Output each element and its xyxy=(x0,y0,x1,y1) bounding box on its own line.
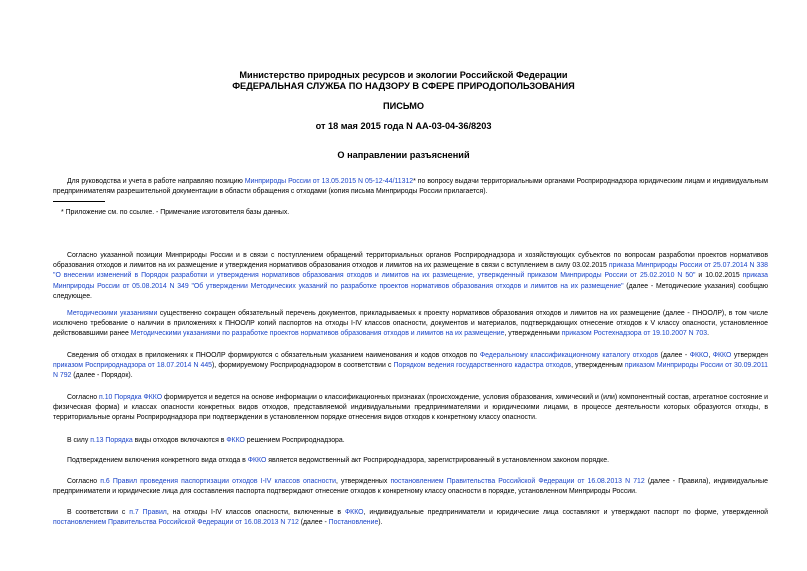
link-order-349[interactable]: приказа Минприроды России от 05.08.2014 N 349 "Об утверждении Методических указаний по разработке проектов нормативов образования отходов и лимитов на их размещение" xyxy=(53,272,768,290)
paragraph-6: В силу п.13 Порядка виды отходов включаются в ФККО решением Росприроднадзора. xyxy=(67,437,345,444)
link-rules-p7[interactable]: п.7 Правил xyxy=(129,509,167,516)
footnote: * Приложение см. по ссылке. - Примечание изготовителя базы данных. xyxy=(61,209,290,216)
link-procedure-p10[interactable]: п.10 Порядка xyxy=(99,394,142,401)
link-methodical-guidelines[interactable]: Методическими указаниями xyxy=(67,310,158,317)
link-order-792[interactable]: приказом Минприроды России от 30.09.2011 N 792 xyxy=(53,362,768,380)
link-procedure-p13[interactable]: п.13 Порядка xyxy=(90,437,133,444)
link-order-rostekhnadzor-703[interactable]: приказом Ростехнадзора от 19.10.2007 N 703 xyxy=(561,330,708,338)
paragraph-3: Методическими указаниями существенно сокращен обязательный перечень документов, прикладываемых к проекту нормативов образования отходов и лимитов на их размещение (далее - ПНООЛР), в том числе исключено требование о наличии в приложениях к ПНООЛР копий паспортов на отходы I-IV классов опасности, документов и материалов, подтверждающих отнесение отходов к V классу опасности, установленное действовавшими ранее Методическими указаниями по разработке проектов нормативов образования отходов и лимитов на их размещение, утвержденными приказом Ростехнадзора от 19.10.2007 N 703. xyxy=(53,310,768,338)
link-resolution-712[interactable]: постановлением Правительства Российской Федерации от 16.08.2013 N 712 xyxy=(53,519,299,527)
paragraph-7: Подтверждением включения конкретного вида отхода в ФККО является ведомственный акт Росприроднадзора, зарегистрированный в установленном законом порядке. xyxy=(67,457,609,464)
service-title: ФЕДЕРАЛЬНАЯ СЛУЖБА ПО НАДЗОРУ В СФЕРЕ ПРИРОДОПОЛЬЗОВАНИЯ xyxy=(232,81,575,91)
link-order-445[interactable]: приказом Росприроднадзора от 18.07.2014 N 445 xyxy=(53,362,213,370)
link-fkko[interactable]: ФККО xyxy=(344,509,364,516)
doc-date-number: от 18 мая 2015 года N АА-03-04-36/8203 xyxy=(315,121,492,131)
link-order-338[interactable]: приказа Минприроды России от 25.07.2014 N 338 "О внесении изменений в Порядок разработки и утверждения нормативов образования отходов и лимитов на их размещение, утвержденный приказом Минприроды России от 25.02.2010 N 50" xyxy=(53,262,768,280)
link-fkko-catalog[interactable]: Федеральному классификационному каталогу отходов xyxy=(479,352,659,359)
paragraph-8: Согласно п.6 Правил проведения паспортизации отходов I-IV классов опасности, утвержденных постановлением Правительства Российской Федерации от 16.08.2013 N 712 (далее - Правила), индивидуальные предприниматели и юридические лица для составления паспорта подтверждают отнесение отходов к конкретному классу опасности в порядке, установленном Минприроды России. xyxy=(53,478,768,496)
link-fkko[interactable]: ФККО xyxy=(689,352,709,359)
paragraph-5: Согласно п.10 Порядка ФККО формируется и ведется на основе информации о классификационных признаках (происхождение, условия образования, химический и (или) компонентный состав, агрегатное состояние и физическая форма) и классах опасности конкретных видов отходов, представляемой индивидуальными предпринимателями и юридическими лицами, в процессе деятельности которых образуются отходы, в территориальные органы Росприроднадзора при подтверждении в установленном порядке отнесения видов отходов к конкретному классу опасности. xyxy=(53,394,769,422)
link-rules-p6[interactable]: п.6 Правил проведения паспортизации отходов I-IV классов опасности xyxy=(100,478,336,485)
link-resolution[interactable]: Постановление xyxy=(328,519,379,527)
footnote-divider xyxy=(53,201,105,202)
doc-subject: О направлении разъяснений xyxy=(337,150,470,160)
link-old-methodical-guidelines[interactable]: Методическими указаниями по разработке проектов нормативов образования отходов и лимитов на их размещение xyxy=(130,330,505,338)
link-fkko[interactable]: ФККО xyxy=(143,394,163,401)
link-minprirody-position[interactable]: Минприроды России от 13.05.2015 N 05-12-44/11312 xyxy=(244,178,414,185)
link-fkko[interactable]: ФККО xyxy=(226,437,245,444)
paragraph-4: Сведения об отходах в приложениях к ПНООЛР формируются с обязательным указанием наименования и кодов отходов по Федеральному классификационному каталогу отходов (далее - ФККО, ФККО утвержден приказом Росприроднадзора от 18.07.2014 N 445), формируемому Росприроднадзором в соответствии с Порядком ведения государственного кадастра отходов, утвержденным приказом Минприроды России от 30.09.2011 N 792 (далее - Порядок). xyxy=(53,352,768,380)
link-fkko[interactable]: ФККО xyxy=(712,352,732,359)
link-fkko[interactable]: ФККО xyxy=(247,457,267,464)
ministry-title: Министерство природных ресурсов и экологии Российской Федерации xyxy=(239,70,568,80)
link-resolution-712[interactable]: постановлением Правительства Российской Федерации от 16.08.2013 N 712 xyxy=(390,478,645,485)
paragraph-2: Согласно указанной позиции Минприроды России и в связи с поступлением обращений территориальных органов Росприроднадзора и хозяйствующих субъектов по вопросам разработки проектов нормативов образования отходов и лимитов на их размещение и утверждения нормативов образования отходов и лимитов на их размещение в связи с вступлением в силу 03.02.2015 приказа Минприроды России от 25.07.2014 N 338 "О внесении изменений в Порядок разработки и утверждения нормативов образования отходов и лимитов на их размещение, утвержденный приказом Минприроды России от 25.02.2010 N 50" и 10.02.2015 приказа Минприроды России от 05.08.2014 N 349 "Об утверждении Методических указаний по разработке проектов нормативов образования отходов и лимитов на их размещение" (далее - Методические указания) сообщаю следующее. xyxy=(53,252,769,300)
paragraph-9: В соответствии с п.7 Правил, на отходы I-IV классов опасности, включенные в ФККО, индивидуальные предприниматели и юридические лица составляют и утверждают паспорт по форме, утвержденной постановлением Правительства Российской Федерации от 16.08.2013 N 712 (далее - Постановление). xyxy=(53,509,768,527)
link-cadastre-procedure[interactable]: Порядком ведения государственного кадастра отходов xyxy=(393,362,572,370)
doc-type: ПИСЬМО xyxy=(382,101,425,111)
paragraph-1: Для руководства и учета в работе направляю позицию Минприроды России от 13.05.2015 N 05-12-44/11312* по вопросу выдачи территориальными органами Росприроднадзора юридическим лицам и индивидуальным предпринимателям разрешительной документации в области обращения с отходами (копия письма Минприроды России прилагается). xyxy=(53,178,768,196)
